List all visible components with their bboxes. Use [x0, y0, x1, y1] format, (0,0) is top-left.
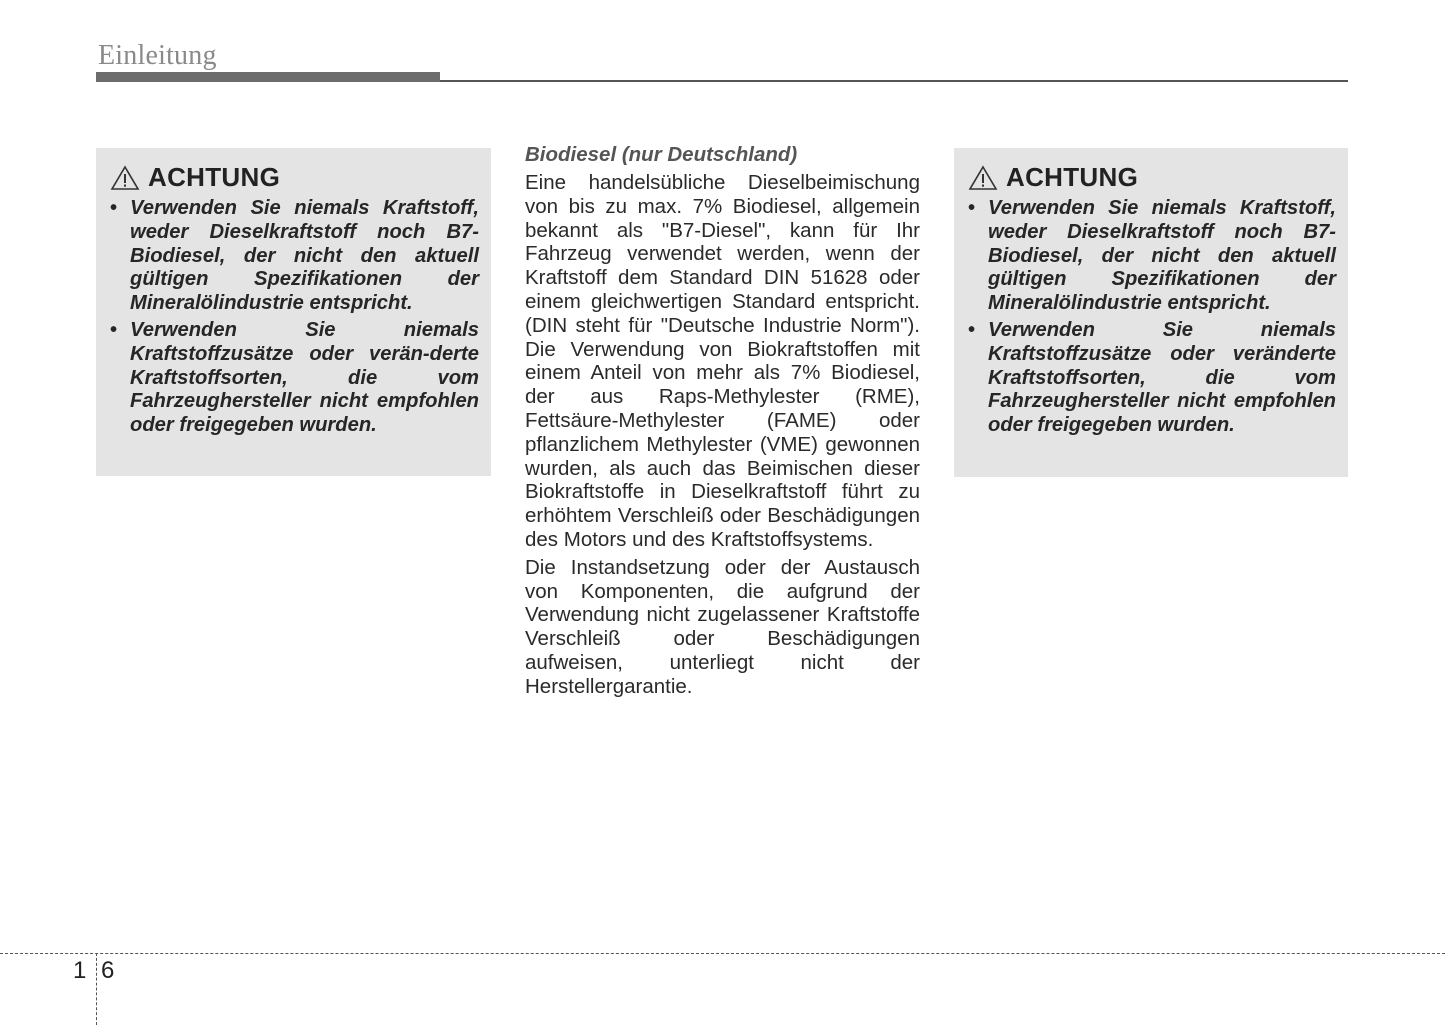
section-heading: Biodiesel (nur Deutschland)	[525, 143, 798, 166]
caution-title: ACHTUNG	[1006, 162, 1139, 192]
caution-list	[108, 197, 479, 438]
caution-box-right	[954, 148, 1348, 477]
header-rule	[440, 80, 1348, 82]
caution-item: • Verwenden Sie niemals Kraftstoff, weder Dieselkraftstoff noch B7-Biodiesel, der nicht den aktuell gültigen Spezifikationen der Mineralölindustrie entspricht.	[966, 197, 1336, 316]
footer-dashed-rule	[0, 953, 1445, 954]
biodiesel-section	[525, 143, 920, 703]
warning-triangle-icon	[110, 165, 140, 191]
footer-dashed-divider	[96, 953, 97, 1025]
header-bar-thick	[96, 72, 440, 82]
caution-title: ACHTUNG	[148, 162, 281, 192]
chapter-number: 1	[73, 957, 87, 984]
warning-triangle-icon	[968, 165, 998, 191]
caution-item: • Verwenden Sie niemals Kraftstoff, weder Dieselkraftstoff noch B7-Biodiesel, der nicht den aktuell gültigen Spezifikationen der Mineralölindustrie entspricht.	[108, 197, 479, 316]
caution-header	[110, 162, 479, 193]
page-header-title: Einleitung	[98, 40, 217, 71]
page-number: 6	[101, 957, 115, 984]
caution-list	[966, 197, 1336, 438]
caution-box-left	[96, 148, 491, 476]
body-paragraph: Die Instandsetzung oder der Austausch von Komponenten, die aufgrund der Verwendung nicht zugelassener Kraftstoffe Verschleiß oder Beschädigungen aufweisen, unterliegt nicht der Herstellergarantie.	[525, 555, 920, 698]
caution-item: • Verwenden Sie niemals Kraftstoffzusätze oder verän-derte Kraftstoffsorten, die vom Fahrzeughersteller nicht empfohlen oder freigegeben wurden.	[108, 319, 479, 438]
caution-item: • Verwenden Sie niemals Kraftstoffzusätze oder veränderte Kraftstoffsorten, die vom Fahrzeughersteller nicht empfohlen oder freigegeben wurden.	[966, 319, 1336, 438]
body-paragraph: Eine handelsübliche Dieselbeimischung von bis zu max. 7% Biodiesel, allgemein bekannt als "B7-Diesel", kann für Ihr Fahrzeug verwendet werden, wenn der Kraftstoff dem Standard DIN 51628 oder einem gleichwertigen Standard entspricht. (DIN steht für "Deutsche Industrie Norm"). Die Verwendung von Biokraftstoffen mit einem Anteil von mehr als 7% Biodiesel, der aus Raps-Methylester (RME), Fettsäure-Methylester (FAME) oder pflanzlichem Methylester (VME) gewonnen wurden, als auch das Beimischen dieser Biokraftstoffe in Dieselkraftstoff führt zu erhöhtem Verschleiß oder Beschädigungen des Motors und des Kraftstoffsystems.	[525, 171, 920, 551]
caution-header	[968, 162, 1336, 193]
